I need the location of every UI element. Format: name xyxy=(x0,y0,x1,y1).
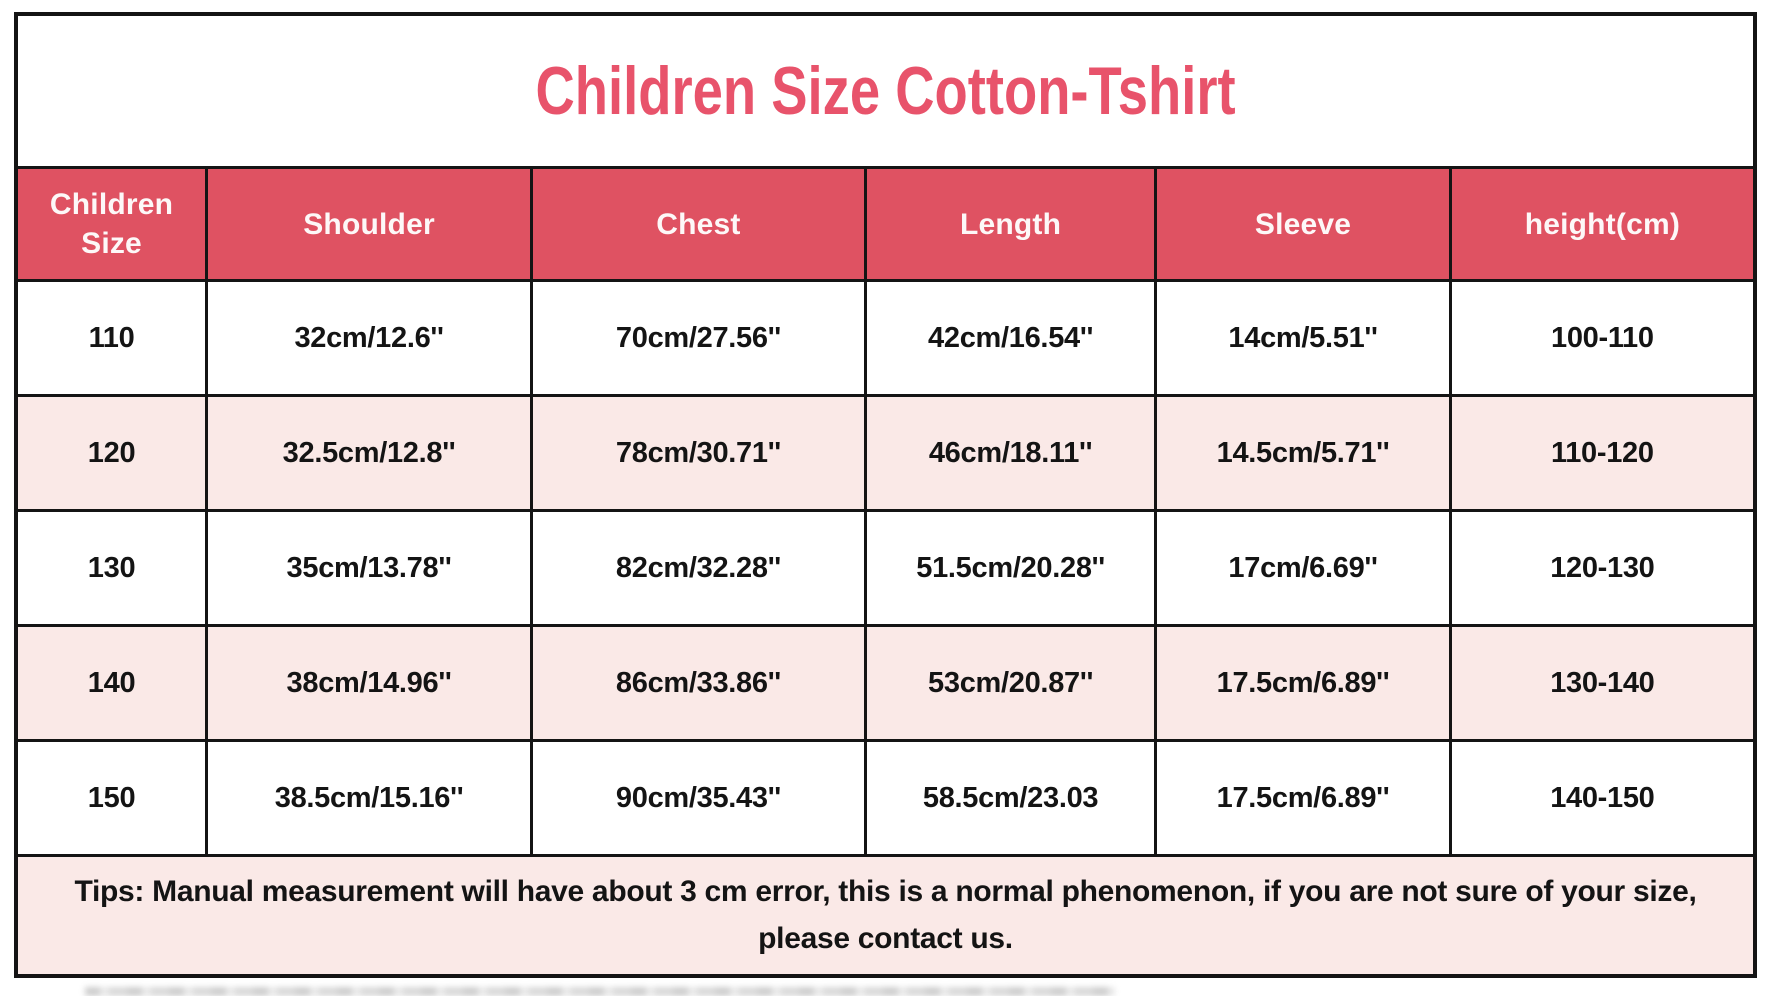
cell-chest-130: 82cm/32.28'' xyxy=(533,512,864,624)
cell-chest-140: 86cm/33.86'' xyxy=(533,627,864,739)
page-title: Children Size Cotton-Tshirt xyxy=(535,53,1236,129)
cell-size-120: 120 xyxy=(18,397,205,509)
cell-size-130: 130 xyxy=(18,512,205,624)
cell-chest-120: 78cm/30.71'' xyxy=(533,397,864,509)
cell-size-110: 110 xyxy=(18,282,205,394)
cell-shoulder-140: 38cm/14.96'' xyxy=(208,627,530,739)
size-chart-table xyxy=(14,12,1757,978)
cell-sleeve-120: 14.5cm/5.71'' xyxy=(1157,397,1448,509)
column-header-height: height(cm) xyxy=(1452,169,1753,279)
column-header-length: Length xyxy=(867,169,1154,279)
cell-length-150: 58.5cm/23.03 xyxy=(867,742,1154,854)
cell-height-150: 140-150 xyxy=(1452,742,1753,854)
size-table-grid xyxy=(18,169,1753,974)
cell-size-140: 140 xyxy=(18,627,205,739)
cell-shoulder-120: 32.5cm/12.8'' xyxy=(208,397,530,509)
cell-shoulder-150: 38.5cm/15.16'' xyxy=(208,742,530,854)
cell-chest-110: 70cm/27.56'' xyxy=(533,282,864,394)
cell-length-130: 51.5cm/20.28'' xyxy=(867,512,1154,624)
tips-note: Tips: Manual measurement will have about 3 cm error, this is a normal phenomenon, if you are not sure of your size, please contact us. xyxy=(18,857,1753,974)
cell-length-140: 53cm/20.87'' xyxy=(867,627,1154,739)
cell-height-110: 100-110 xyxy=(1452,282,1753,394)
cell-length-120: 46cm/18.11'' xyxy=(867,397,1154,509)
cell-chest-150: 90cm/35.43'' xyxy=(533,742,864,854)
column-header-children-size: Children Size xyxy=(18,169,205,279)
cell-sleeve-130: 17cm/6.69'' xyxy=(1157,512,1448,624)
cell-height-140: 130-140 xyxy=(1452,627,1753,739)
cell-size-150: 150 xyxy=(18,742,205,854)
column-header-chest: Chest xyxy=(533,169,864,279)
cell-sleeve-150: 17.5cm/6.89'' xyxy=(1157,742,1448,854)
cell-height-120: 110-120 xyxy=(1452,397,1753,509)
cell-length-110: 42cm/16.54'' xyxy=(867,282,1154,394)
cell-sleeve-140: 17.5cm/6.89'' xyxy=(1157,627,1448,739)
title-row xyxy=(18,16,1753,169)
cell-height-130: 120-130 xyxy=(1452,512,1753,624)
column-header-sleeve: Sleeve xyxy=(1157,169,1448,279)
cell-shoulder-130: 35cm/13.78'' xyxy=(208,512,530,624)
column-header-shoulder: Shoulder xyxy=(208,169,530,279)
cell-sleeve-110: 14cm/5.51'' xyxy=(1157,282,1448,394)
cropped-text-artifact xyxy=(85,987,1115,996)
cell-shoulder-110: 32cm/12.6'' xyxy=(208,282,530,394)
